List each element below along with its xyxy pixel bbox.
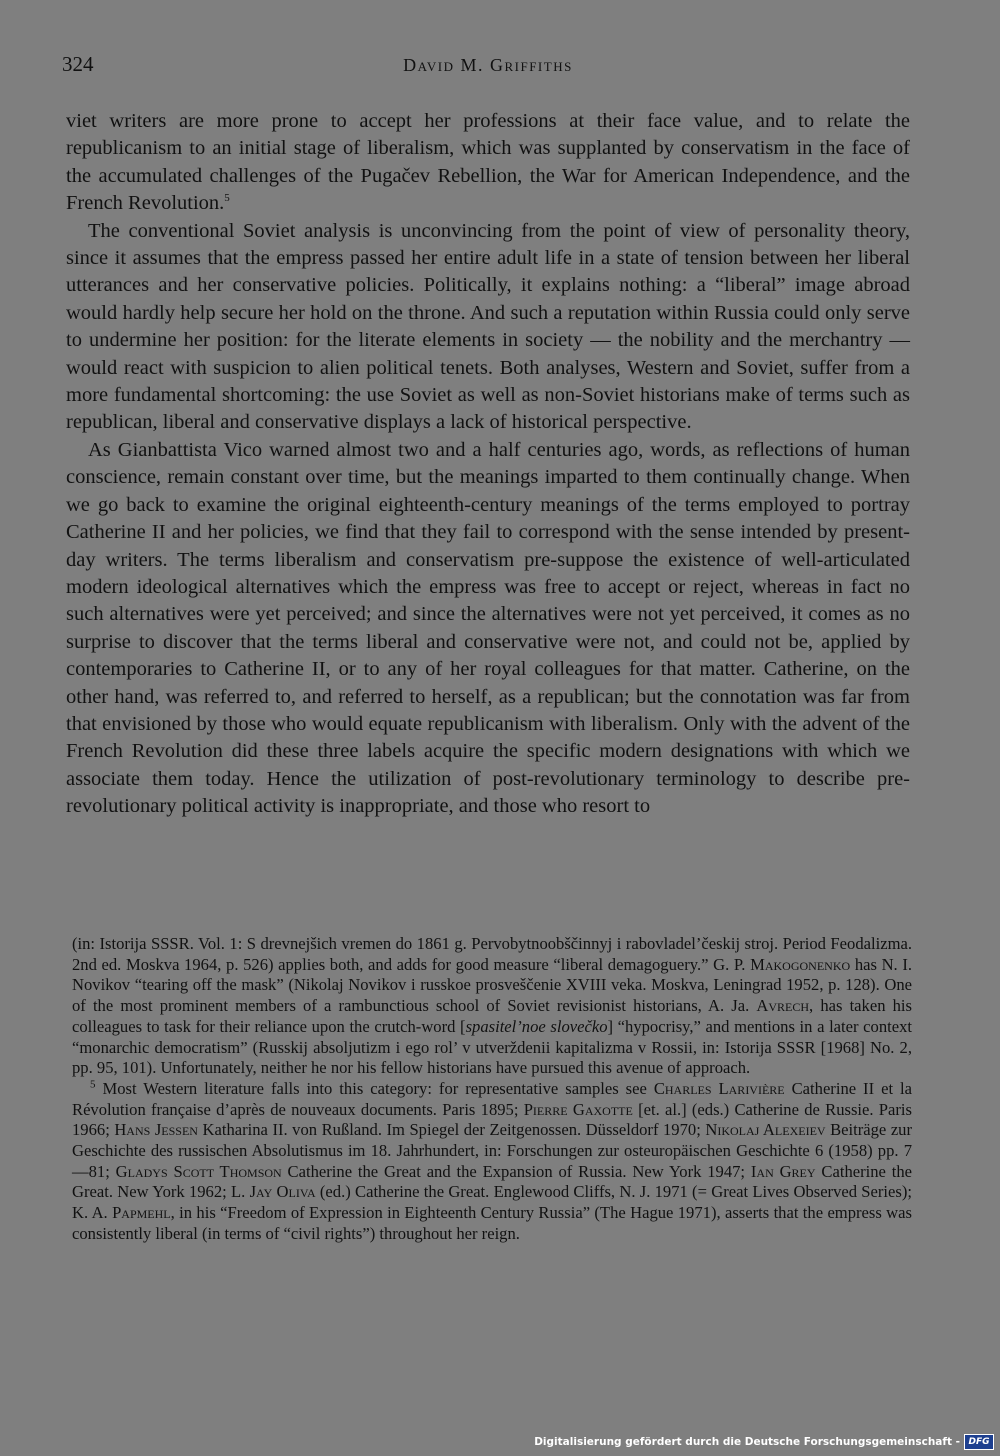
footnote-5: $^5$ Most Western literature falls into this category: for representative samples see Charles Larivière Catherine II et la Révolution française d’après de nouveaux documents. Paris 1895; Pierre Gaxotte [et. al.] (eds.) Catherine de Russie. Paris 1966; Hans Jessen Katharina II. von Rußland. Im Spiegel der Zeitgenossen. Düsseldorf 1970; Nikolaj Alexeiev Beiträge zur Geschichte des russischen Absolutismus im 18. Jahrhundert, in: Forschungen zur osteuropäischen Geschichte 6 (1958) pp. 7—81; Gladys Scott Thomson Catherine the Great and the Expansion of Russia. New York 1947; Ian Grey Catherine the Great. New York 1962; L. Jay Oliva (ed.) Catherine the Great. Englewood Cliffs, N. J. 1971 (= Great Lives Observed Series); K. A. Papmehl, in his “Freedom of Expression in Eighteenth Century Russia” (The Hague 1971), asserts that the empress was consistently liberal (in terms of “civil rights”) throughout her reign. <box>72 1078 913 1243</box>
author-name: Jay Oliva <box>249 1182 316 1202</box>
author-name: Gladys Scott Thomson <box>115 1161 282 1181</box>
author-name: Charles Larivière <box>653 1078 785 1098</box>
dfg-logo-icon: DFG <box>964 1434 994 1450</box>
author-name: Ian Grey <box>750 1161 816 1181</box>
italic-term: spasitel’noe slovečko <box>465 1016 608 1036</box>
author-name: Hans Jessen <box>114 1120 198 1140</box>
footnote-number: 5 <box>90 1078 96 1091</box>
author-name: Pierre Gaxotte <box>523 1099 633 1119</box>
author-name: Nikolaj Alexeiev <box>705 1120 826 1140</box>
digitization-footer <box>534 1434 994 1450</box>
author-name: Papmehl <box>112 1203 171 1223</box>
footnote-4-continuation: (in: Istorija SSSR. Vol. 1: S drevnejšich vremen do 1861 g. Pervobytnoobščinnyj i rabovladel’českij stroj. Period Feodalizma. 2nd ed. Moskva 1964, p. 526) applies both, and adds for good measure “liberal demagoguery.” G. P. Makogonenko has N. I. Novikov “tearing off the mask” (Nikolaj Novikov i russkoe prosveščenie XVIII veka. Moskva, Leningrad 1952, p. 128). One of the most prominent members of a rambunctious school of Soviet revisionist historians, A. Ja. Avrech, has taken his colleagues to task for their reliance upon the crutch-word [spasitel’noe slovečko] “hypocrisy,” and mentions in a later context “monarchic democratism” (Russkij absoljutizm i ego rol’ v utverždenii kapitalizma v Rossii, in: Istorija SSSR [1968] No. 2, pp. 95, 101). Unfortunately, neither he nor his fellow historians have pursued this avenue of approach. <box>72 934 913 1078</box>
author-name: Avrech <box>756 996 810 1016</box>
funding-notice: Digitalisierung gefördert durch die Deutsche Forschungsgemeinschaft - <box>534 1436 960 1448</box>
author-name: Makogonenko <box>750 954 851 974</box>
paragraph: The conventional Soviet analysis is unconvincing from the point of view of personality theory, since it assumes that the empress passed her entire adult life in a state of tension between her liberal utterances and her conservative policies. Politically, it explains nothing: a “liberal” image abroad would hardly help secure her hold on the throne. And such a reputation within Russia could only serve to undermine her position: for the literate elements in society — the nobility and the merchantry — would react with suspicion to alien political tenets. Both analyses, Western and Soviet, suffer from a more fundamental shortcoming: the use Soviet as well as non-Soviet historians make of terms such as republican, liberal and conservative displays a lack of historical perspective. <box>66 219 910 434</box>
footnotes <box>72 934 912 1245</box>
main-text <box>66 108 910 821</box>
running-head: David M. Griffiths <box>403 55 573 75</box>
page-number: 324 <box>62 52 94 76</box>
page-header <box>62 52 914 82</box>
footnote-reference: 5 <box>224 192 230 205</box>
paragraph: As Gianbattista Vico warned almost two and a half centuries ago, words, as reflections of human conscience, remain constant over time, but the meanings imparted to them continually change. When we go back to examine the original eighteenth-century meanings of the terms employed to portray Catherine II and her policies, we find that they fail to correspond with the sense intended by present-day writers. The terms liberalism and conservatism pre-suppose the existence of well-articulated modern ideological alternatives which the empress was free to accept or reject, whereas in fact no such alternatives were yet perceived; and since the alternatives were not yet perceived, it comes as no surprise to discover that the terms liberal and conservative were not, and could not be, applied by contemporaries to Catherine II, or to any of her royal colleagues for that matter. Catherine, on the other hand, was referred to, and referred to herself, as a republican; but the connotation was far from that envisioned by those who would equate republicanism with liberalism. Only with the advent of the French Revolution did these three labels acquire the specific modern designations with which we associate them today. Hence the utilization of post-revolutionary terminology to describe pre-revolutionary political activity is inappropriate, and those who resort to <box>66 438 910 818</box>
paragraph: viet writers are more prone to accept her professions at their face value, and to relate the republicanism to an initial stage of liberalism, which was supplanted by conservatism in the face of the accumulated challenges of the Pugačev Rebellion, the War for American Independence, and the French Revolution.$^5$ <box>66 110 910 215</box>
